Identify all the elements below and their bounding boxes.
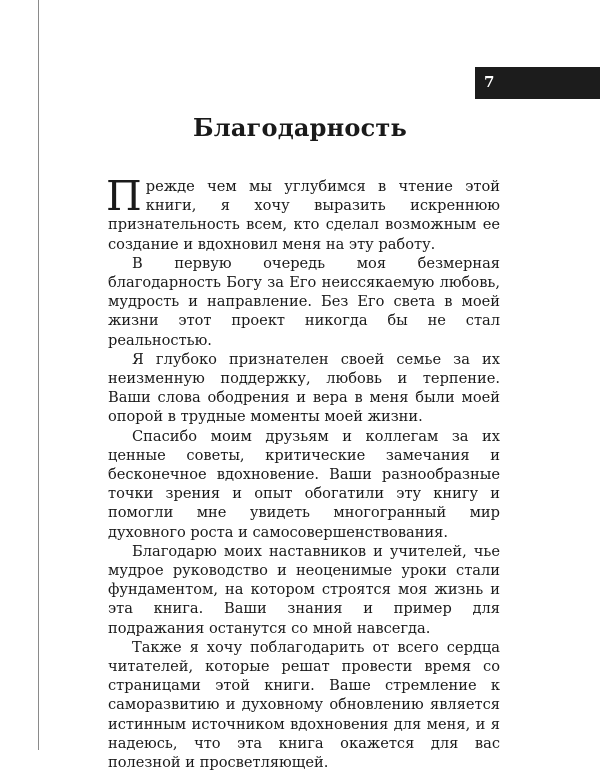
paragraph-5: Благодарю моих наставников и учителей, чье мудрое руководство и неоценимые уроки стали фундаментом, на котором строятся моя жизнь и эта книга. Ваши знания и пример для подражания останутся со мной навсегда. xyxy=(108,542,500,637)
paragraph-2: В первую очередь моя безмерная благодарность Богу за Его неиссякаемую любовь, мудрость и направление. Без Его света в моей жизни этот проект никогда бы не стал реальностью. xyxy=(108,254,500,349)
paragraph-1 xyxy=(106,172,500,254)
paragraph-3: Я глубоко признателен своей семье за их неизменную поддержку, любовь и терпение. Ваши слова ободрения и вера в меня были моей опорой в трудные моменты моей жизни. xyxy=(108,350,500,426)
paragraph-4: Спасибо моим друзьям и коллегам за их ценные советы, критические замечания и бесконечное вдохновение. Ваши разнообразные точки зрения и опыт обогатили эту книгу и помогли мне увидеть многогранный мир духовного роста и самосовершенствования. xyxy=(108,427,500,541)
drop-cap: П xyxy=(106,172,142,220)
page-number: 7 xyxy=(484,73,495,91)
chapter-title: Благодарность xyxy=(193,113,407,142)
paragraph-1-text: режде чем мы углубимся в чтение этой книги, я хочу выразить искреннюю признательность всем, кто сделал возможным ее создание и вдохновил меня на эту работу. xyxy=(108,178,500,253)
page-spine-line xyxy=(38,0,39,750)
body-text xyxy=(106,172,500,772)
page-number-tab xyxy=(475,67,600,99)
paragraph-6: Также я хочу поблагодарить от всего сердца читателей, которые решат провести время со страницами этой книги. Ваше стремление к саморазвитию и духовному обновлению является истинным источником вдохновения для меня, и я надеюсь, что эта книга окажется для вас полезной и просветляющей. xyxy=(108,638,500,772)
